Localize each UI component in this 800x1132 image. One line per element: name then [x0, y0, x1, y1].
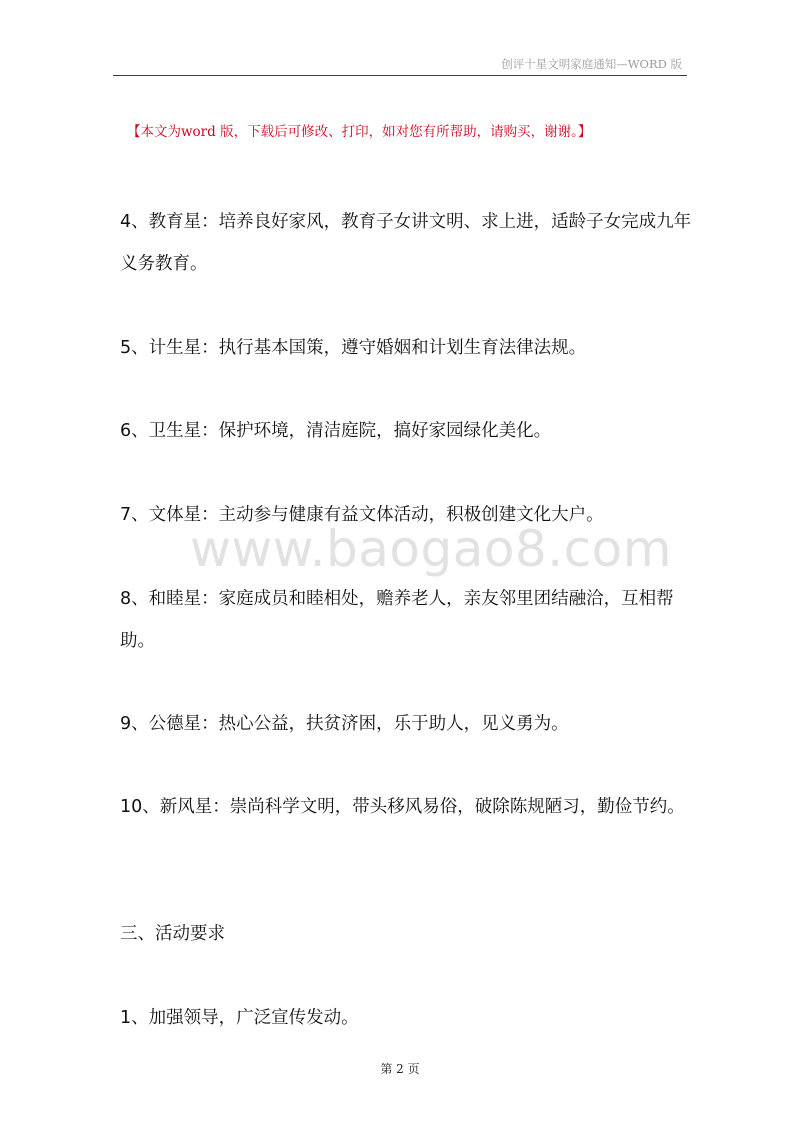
- watermark: www.baogao8.com: [190, 520, 672, 578]
- paragraph-hygiene-star: 6、卫生星：保护环境，清洁庭院，搞好家园绿化美化。: [120, 421, 552, 441]
- paragraph-harmony-star: 8、和睦星：家庭成员和睦相处，赡养老人，亲友邻里团结融洽，互相帮助。: [120, 589, 674, 651]
- header-divider: [113, 75, 687, 76]
- section-heading-requirements: 三、活动要求: [120, 924, 225, 944]
- page-number: 第 2 页: [380, 1062, 420, 1076]
- paragraph-leadership: 1、加强领导，广泛宣传发动。: [120, 1008, 359, 1028]
- header-title: 创评十星文明家庭通知—WORD 版: [501, 57, 682, 71]
- purchase-notice: 【本文为word 版，下载后可修改、打印，如对您有所帮助，请购买，谢谢。】: [127, 124, 592, 140]
- paragraph-family-planning-star: 5、计生星：执行基本国策，遵守婚姻和计划生育法律法规。: [120, 338, 587, 358]
- paragraph-public-morality-star: 9、公德星：热心公益，扶贫济困，乐于助人，见义勇为。: [120, 714, 569, 734]
- paragraph-new-custom-star: 10、新风星：崇尚科学文明，带头移风易俗，破除陈规陋习，勤俭节约。: [120, 797, 685, 817]
- paragraph-education-star: 4、教育星：培养良好家风，教育子女讲文明、求上进，适龄子女完成九年义务教育。: [120, 212, 692, 274]
- paragraph-culture-sports-star: 7、文体星：主动参与健康有益文体活动，积极创建文化大户。: [120, 505, 604, 525]
